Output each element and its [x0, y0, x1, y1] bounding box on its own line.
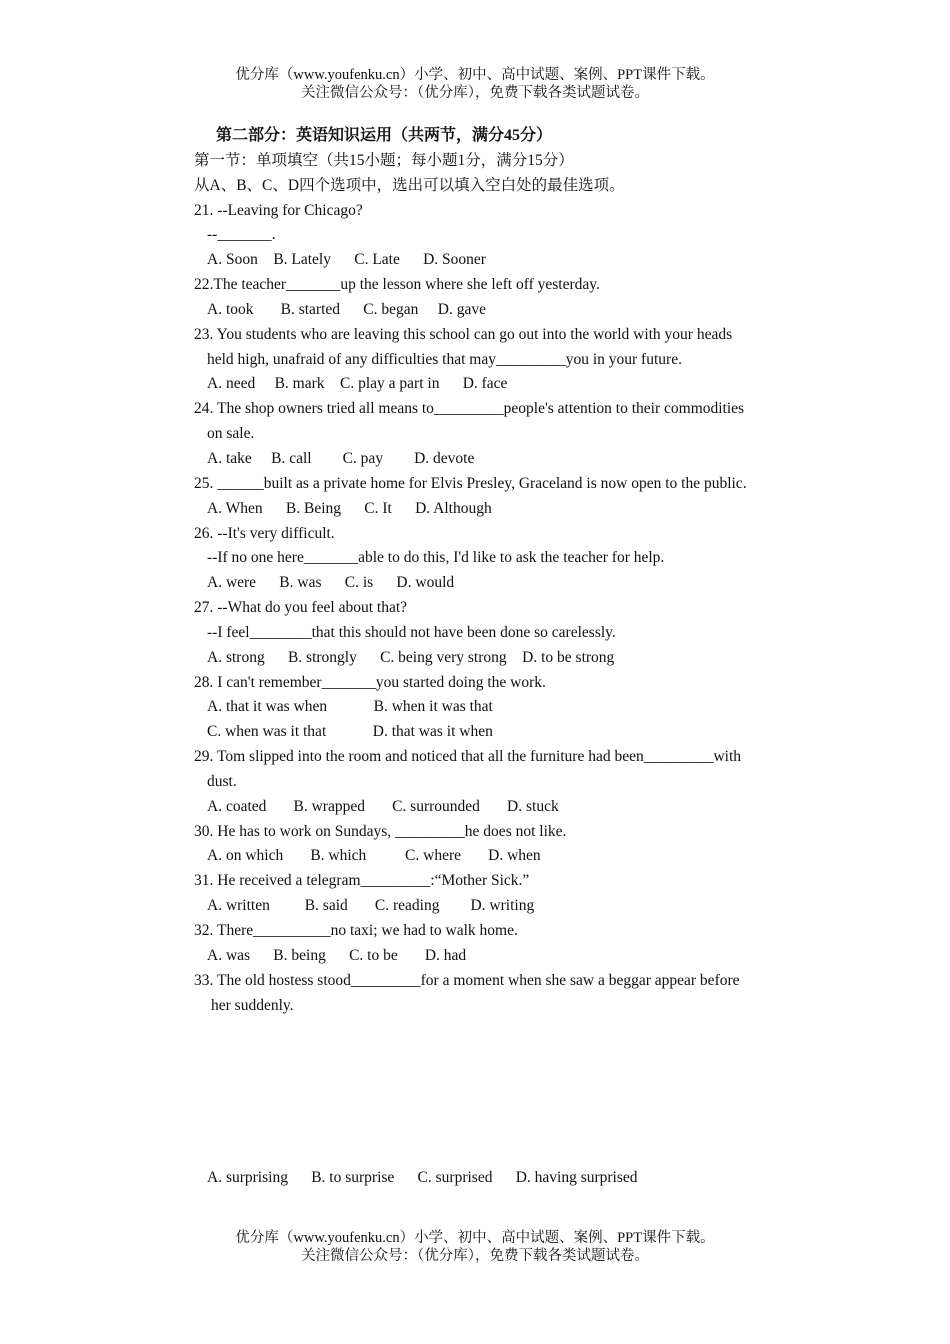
question-stem: 32. There__________no taxi; we had to walk home.	[194, 922, 518, 939]
header-line-2: 关注微信公众号：（优分库），免费下载各类试题试卷。	[301, 85, 649, 101]
question-stem: 26. --It's very difficult.	[194, 524, 335, 542]
question-23	[194, 323, 794, 398]
header-line-1: 优分库（www.youfenku.cn）小学、初中、高中试题、案例、PPT课件下载。	[235, 67, 715, 83]
question-options: A. took B. started C. began D. gave	[207, 300, 486, 318]
question-options: A. take B. call C. pay D. devote	[207, 449, 475, 467]
question-30	[194, 820, 794, 870]
question-stem: 33. The old hostess stood_________for a moment when she saw a beggar appear before	[194, 971, 740, 989]
section-subtitle: 第一节：单项填空（共15小题；每小题1分，满分15分）	[194, 151, 574, 169]
question-stem: 30. He has to work on Sundays, _________he does not like.	[194, 822, 567, 840]
question-options: A. Soon B. Lately C. Late D. Sooner	[207, 251, 486, 269]
question-options: A. strong B. strongly C. being very strong D. to be strong	[207, 648, 615, 666]
question-options: A. coated B. wrapped C. surrounded D. stuck	[207, 797, 559, 815]
question-stem-cont: on sale.	[207, 425, 255, 443]
question-options: A. on which B. which C. where D. when	[207, 847, 541, 865]
section-title: 第二部分：英语知识运用（共两节，满分45分）	[216, 127, 553, 144]
question-stem-cont: held high, unafraid of any difficulties that may_________you in your future.	[207, 350, 682, 368]
footer-line-1: 优分库（www.youfenku.cn）小学、初中、高中试题、案例、PPT课件下载。	[235, 1230, 715, 1246]
question-stem: 25. ______built as a private home for Elvis Presley, Graceland is now open to the public.	[194, 474, 747, 492]
page-footer	[0, 1229, 950, 1265]
exam-content	[194, 124, 794, 1191]
question-options-cont: C. when was it that D. that was it when	[207, 723, 493, 741]
question-25	[194, 472, 794, 522]
question-stem-cont: --If no one here_______able to do this, I'd like to ask the teacher for help.	[207, 549, 665, 567]
question-stem: 22.The teacher_______up the lesson where she left off yesterday.	[194, 276, 600, 294]
question-options: A. written B. said C. reading D. writing	[207, 897, 535, 915]
question-options: A. that it was when B. when it was that	[207, 698, 493, 716]
question-stem-cont: --_______.	[207, 226, 276, 244]
question-stem: 31. He received a telegram_________:“Mother Sick.”	[194, 872, 530, 890]
question-stem-cont: dust.	[207, 772, 237, 790]
question-27	[194, 596, 794, 671]
question-stem: 21. --Leaving for Chicago?	[194, 201, 363, 219]
question-options: A. surprising B. to surprise C. surprised D. having surprised	[207, 1169, 638, 1187]
question-options: A. were B. was C. is D. would	[207, 574, 455, 592]
question-32	[194, 919, 794, 969]
question-26	[194, 522, 794, 597]
section-instruction: 从A、B、C、D四个选项中，选出可以填入空白处的最佳选项。	[194, 176, 625, 194]
question-stem: 28. I can't remember_______you started doing the work.	[194, 673, 546, 691]
question-stem: 23. You students who are leaving this school can go out into the world with your heads	[194, 325, 733, 343]
question-stem-cont: her suddenly.	[211, 996, 294, 1014]
blank-space	[194, 1018, 794, 1166]
question-22	[194, 273, 794, 323]
question-33	[194, 969, 794, 1192]
question-stem-cont: --I feel________that this should not have been done so carelessly.	[207, 623, 616, 641]
question-stem: 27. --What do you feel about that?	[194, 599, 408, 617]
question-24	[194, 397, 794, 472]
question-21	[194, 199, 794, 274]
question-stem: 29. Tom slipped into the room and noticed that all the furniture had been_________with	[194, 748, 742, 766]
question-options: A. need B. mark C. play a part in D. face	[207, 375, 508, 393]
question-stem: 24. The shop owners tried all means to_________people's attention to their commodities	[194, 400, 745, 418]
question-options: A. was B. being C. to be D. had	[207, 946, 467, 964]
question-29	[194, 745, 794, 820]
footer-line-2: 关注微信公众号：（优分库），免费下载各类试题试卷。	[301, 1248, 649, 1264]
question-31	[194, 869, 794, 919]
page-header	[0, 66, 950, 102]
question-options: A. When B. Being C. It D. Although	[207, 499, 492, 517]
question-28	[194, 671, 794, 746]
